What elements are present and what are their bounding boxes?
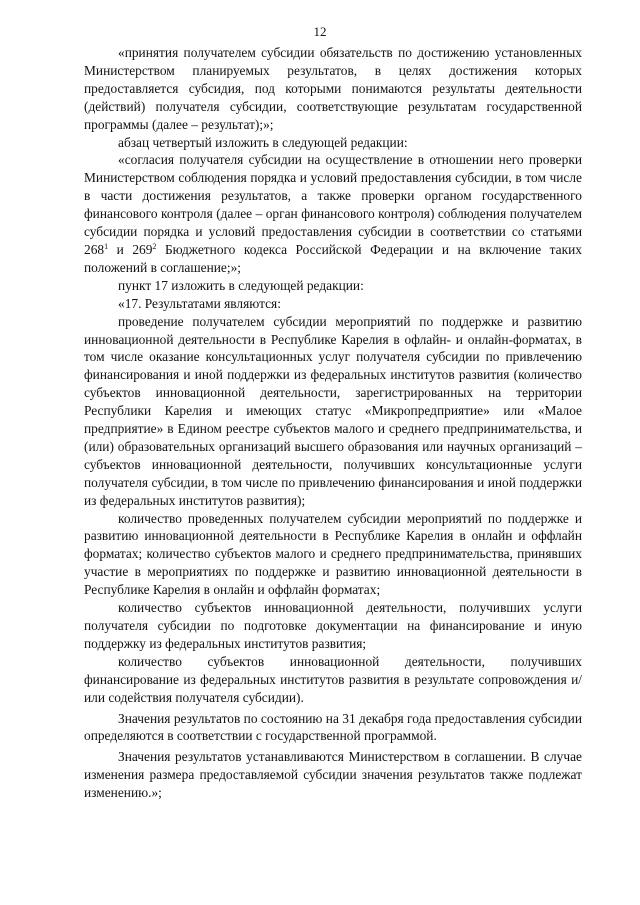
paragraph-result-count-docs: количество субъектов инновационной деятельности, получивших услуги получателя субсидии по подготовке документации на финансирование и иную поддержку из федеральных институтов развития; [84,600,582,651]
superscript-2: 2 [152,241,157,251]
paragraph-result-count-events: количество проведенных получателем субсидии мероприятий по поддержке и развитию инновационной деятельности в Республике Карелия в онлайн и оффлайн форматах; количество субъектов малого и среднего предпринимательства, принявших участие в мероприятиях по поддержке и развитию инновационной деятельности в Республике Карелия в онлайн и оффлайн форматах; [84,510,582,598]
page-number: 12 [313,24,327,39]
paragraph-result-count-financing: количество субъектов инновационной деятельности, получивших финансирование из федеральных институтов развития в результате сопровождения и/или содействия получателя субсидии). [84,653,582,705]
consent-text-part1: «согласия получателя субсидии на осуществление в отношении него проверки Министерством соблюдения порядка и условий предоставления субсидии, в том числе в части достижения результатов, а также проверки органом государственного финансового контроля (далее – орган финансового контроля) соблюдения получателем субсидии порядка и условий предоставления субсидии в соответствии со статьями 268 [84,152,582,257]
paragraph-results-heading: «17. Результатами являются: [118,295,281,311]
paragraph-acceptance-obligations: «принятия получателем субсидии обязательств по достижению установленных Министерством планируемых результатов, в целях достижения которых предоставляется субсидия, под которыми понимаются результаты деятельности (действий) получателя субсидии, соответствующие результатам государственной программы (далее – результат);»; [84,45,582,132]
document-body [84,44,582,802]
paragraph-instruction-abzac: абзац четвертый изложить в следующей редакции: [118,134,408,150]
paragraph-consent [84,151,582,276]
superscript-1: 1 [104,241,109,251]
consent-text-part3: Бюджетного кодекса Российской Федерации и на включение таких положений в соглашение;»; [84,241,582,275]
consent-text-part2: и 269 [108,241,153,257]
paragraph-result-agreement: Значения результатов устанавливаются Министерством в соглашении. В случае изменения размера предоставляемой субсидии значения результатов также подлежат изменению.»; [84,749,582,801]
paragraph-result-values: Значения результатов по состоянию на 31 декабря года предоставления субсидии определяются в соответствии с государственной программой. [84,710,582,744]
paragraph-result-events: проведение получателем субсидии мероприятий по поддержке и развитию инновационной деятельности в Республике Карелия в офлайн- и онлайн-форматах, в том числе оказание консультационных услуг получателя субсидии по привлечению финансирования и иной поддержки из федеральных институтов развития (количество субъектов инновационной деятельности, зарегистрированных на территории Республики Карелия и имеющих статус «Микропредприятие» или «Малое предприятие» в Едином реестре субъектов малого и среднего предпринимательства, и (или) образовательных организаций высшего образования или научных организаций – субъектов инновационной деятельности, получивших консультационные услуги получателя субсидии, в том числе по привлечению финансирования и иной поддержки из федеральных институтов развития); [84,313,582,508]
paragraph-instruction-punkt: пункт 17 изложить в следующей редакции: [118,277,364,293]
